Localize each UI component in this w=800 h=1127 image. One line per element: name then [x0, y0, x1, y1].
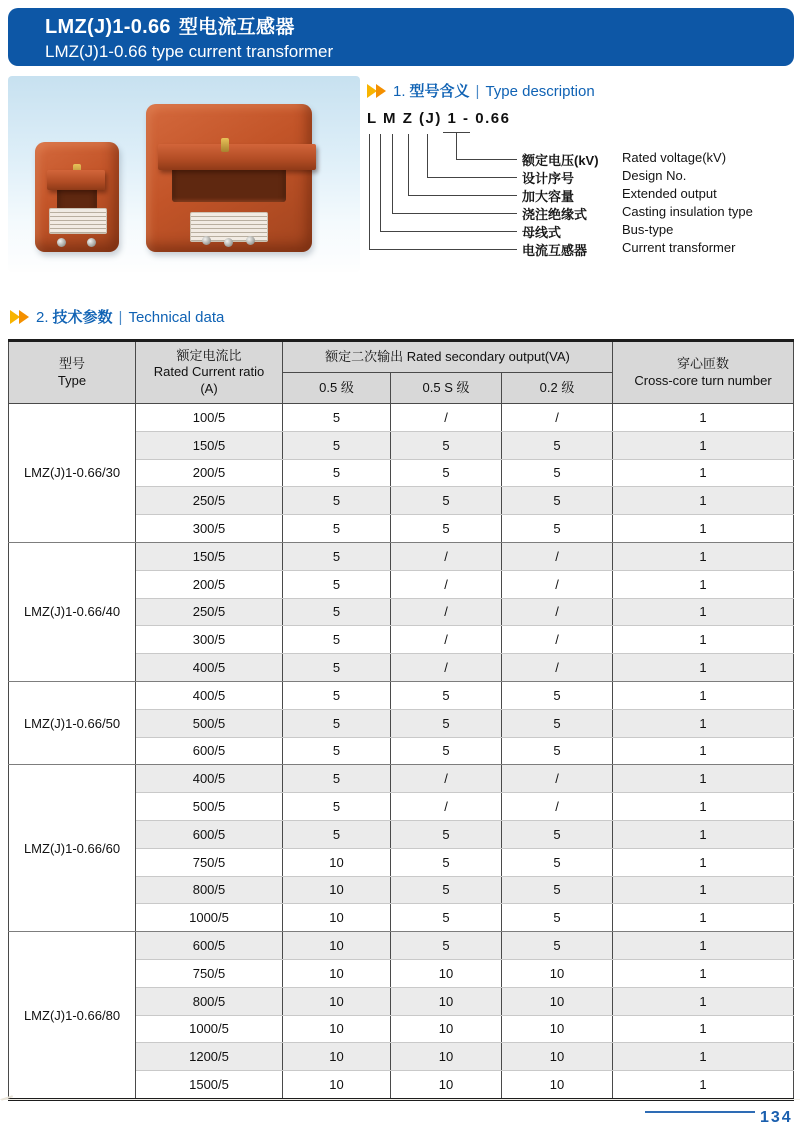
data-cell: / — [502, 626, 613, 654]
data-cell: 10 — [502, 1015, 613, 1043]
arrow-icon — [376, 84, 386, 98]
data-cell: / — [502, 404, 613, 432]
data-cell: 5 — [283, 737, 391, 765]
bus-bar — [158, 144, 316, 170]
page-title-bar — [8, 8, 794, 66]
data-cell: 5 — [283, 654, 391, 682]
title-zh-suffix: 型电流互感器 — [178, 17, 295, 38]
type-cell: LMZ(J)1-0.66/40 — [9, 542, 136, 681]
page-title-zh — [45, 15, 794, 40]
type-cell: LMZ(J)1-0.66/30 — [9, 404, 136, 543]
section-2-heading — [10, 306, 224, 327]
type-desc-row: 加大容量 Extended output — [522, 186, 717, 204]
terminal-icon — [87, 238, 96, 247]
data-cell: 1 — [613, 820, 794, 848]
data-cell: 5 — [502, 681, 613, 709]
data-cell: 10 — [283, 1043, 391, 1071]
data-cell: 1 — [613, 987, 794, 1015]
data-cell: 5 — [283, 793, 391, 821]
data-cell: / — [391, 765, 502, 793]
data-cell: 800/5 — [136, 876, 283, 904]
data-cell: 5 — [391, 876, 502, 904]
connector-line — [369, 134, 517, 250]
data-cell: 5 — [502, 848, 613, 876]
data-cell: 1 — [613, 459, 794, 487]
data-cell: 5 — [391, 820, 502, 848]
data-cell: 5 — [283, 820, 391, 848]
page-number: 134 — [760, 1109, 793, 1126]
data-cell: 5 — [283, 626, 391, 654]
data-cell: 1 — [613, 598, 794, 626]
data-cell: 1 — [613, 1015, 794, 1043]
data-cell: 10 — [283, 876, 391, 904]
data-cell: 150/5 — [136, 431, 283, 459]
data-cell: 10 — [502, 987, 613, 1015]
type-cell: LMZ(J)1-0.66/60 — [9, 765, 136, 932]
data-cell: 1 — [613, 681, 794, 709]
data-cell: 1 — [613, 709, 794, 737]
data-cell: 5 — [283, 570, 391, 598]
data-cell: 5 — [391, 932, 502, 960]
data-cell: 300/5 — [136, 515, 283, 543]
terminal-icon — [224, 238, 233, 247]
type-desc-row: 设计序号 Design No. — [522, 168, 687, 186]
technical-data-table — [8, 339, 794, 1101]
data-cell: 5 — [283, 598, 391, 626]
terminal-icon — [57, 238, 66, 247]
data-cell: 800/5 — [136, 987, 283, 1015]
table-row — [9, 681, 794, 709]
data-cell: 400/5 — [136, 654, 283, 682]
data-cell: 300/5 — [136, 626, 283, 654]
data-cell: 1 — [613, 793, 794, 821]
data-cell: 10 — [391, 959, 502, 987]
data-cell: 600/5 — [136, 820, 283, 848]
data-cell: / — [391, 542, 502, 570]
data-cell: / — [502, 765, 613, 793]
data-cell: 400/5 — [136, 681, 283, 709]
data-cell: / — [502, 793, 613, 821]
data-cell: 1 — [613, 654, 794, 682]
data-cell: 750/5 — [136, 848, 283, 876]
type-cell: LMZ(J)1-0.66/80 — [9, 932, 136, 1100]
data-cell: 500/5 — [136, 709, 283, 737]
data-cell: 200/5 — [136, 570, 283, 598]
data-cell: / — [391, 654, 502, 682]
data-cell: 5 — [502, 737, 613, 765]
data-cell: 5 — [502, 904, 613, 932]
col-header-ratio: 额定电流比 Rated Current ratio (A) — [136, 341, 283, 404]
col-header-class-05s: 0.5 S 级 — [391, 373, 502, 404]
table-row — [9, 542, 794, 570]
data-cell: / — [391, 793, 502, 821]
type-code: L M Z (J) 1 - 0.66 — [367, 110, 511, 127]
data-cell: 5 — [283, 765, 391, 793]
data-cell: 5 — [283, 487, 391, 515]
col-header-type: 型号 Type — [9, 341, 136, 404]
data-cell: 1 — [613, 876, 794, 904]
data-cell: / — [391, 626, 502, 654]
data-cell: 5 — [283, 459, 391, 487]
arrow-icon — [19, 310, 29, 324]
data-cell: 5 — [391, 487, 502, 515]
data-cell: 5 — [502, 487, 613, 515]
table-row — [9, 765, 794, 793]
data-cell: 500/5 — [136, 793, 283, 821]
data-cell: 1 — [613, 431, 794, 459]
data-cell: 10 — [391, 1071, 502, 1100]
data-cell: 5 — [502, 709, 613, 737]
data-cell: / — [502, 570, 613, 598]
data-cell: 5 — [283, 709, 391, 737]
data-cell: 10 — [283, 932, 391, 960]
data-cell: 10 — [391, 1043, 502, 1071]
data-cell: / — [391, 404, 502, 432]
data-cell: 5 — [502, 876, 613, 904]
type-cell: LMZ(J)1-0.66/50 — [9, 681, 136, 764]
data-cell: / — [502, 598, 613, 626]
type-desc-row: 母线式 Bus-type — [522, 222, 674, 240]
data-cell: 1200/5 — [136, 1043, 283, 1071]
data-cell: / — [502, 654, 613, 682]
data-cell: 10 — [283, 1071, 391, 1100]
col-header-class-02: 0.2 级 — [502, 373, 613, 404]
data-cell: 5 — [283, 515, 391, 543]
current-transformer-large — [146, 104, 312, 252]
data-cell: 5 — [391, 709, 502, 737]
data-cell: 5 — [391, 515, 502, 543]
data-cell: 5 — [283, 404, 391, 432]
data-cell: 10 — [283, 987, 391, 1015]
data-cell: 5 — [283, 431, 391, 459]
data-cell: 1 — [613, 848, 794, 876]
data-cell: 250/5 — [136, 487, 283, 515]
data-cell: 5 — [391, 681, 502, 709]
data-cell: 10 — [502, 959, 613, 987]
data-cell: 5 — [283, 681, 391, 709]
data-cell: 5 — [391, 848, 502, 876]
data-cell: 1 — [613, 1043, 794, 1071]
data-cell: / — [391, 570, 502, 598]
data-cell: 600/5 — [136, 932, 283, 960]
data-cell: 10 — [391, 1015, 502, 1043]
col-header-class-05: 0.5 级 — [283, 373, 391, 404]
product-photo-panel — [8, 76, 360, 272]
type-desc-row: 浇注绝缘式 Casting insulation type — [522, 204, 753, 222]
data-cell: 10 — [283, 959, 391, 987]
table-row — [9, 932, 794, 960]
bus-bar — [47, 170, 105, 190]
data-cell: / — [391, 598, 502, 626]
section-2-title: 2. 技术参数 | Technical data — [36, 309, 225, 326]
data-cell: 5 — [502, 431, 613, 459]
data-cell: 1 — [613, 404, 794, 432]
model-code: LMZ(J)1-0.66 — [45, 16, 171, 38]
data-cell: 1 — [613, 570, 794, 598]
data-cell: 5 — [391, 431, 502, 459]
page-title-en: LMZ(J)1-0.66 type current transformer — [45, 42, 334, 61]
data-cell: 1 — [613, 626, 794, 654]
data-cell: 200/5 — [136, 459, 283, 487]
data-cell: 10 — [283, 1015, 391, 1043]
data-cell: 600/5 — [136, 737, 283, 765]
table-row — [9, 404, 794, 432]
data-cell: 10 — [502, 1043, 613, 1071]
data-cell: 1000/5 — [136, 904, 283, 932]
terminal-icon — [246, 236, 255, 245]
data-cell: 10 — [391, 987, 502, 1015]
section-1-heading — [367, 80, 595, 101]
data-cell: 10 — [502, 1071, 613, 1100]
data-cell: 5 — [502, 459, 613, 487]
data-cell: 1 — [613, 515, 794, 543]
data-cell: 1 — [613, 959, 794, 987]
data-cell: 10 — [283, 848, 391, 876]
data-cell: / — [502, 542, 613, 570]
data-cell: 10 — [283, 904, 391, 932]
bus-window — [172, 160, 286, 202]
data-cell: 1 — [613, 932, 794, 960]
data-cell: 5 — [391, 737, 502, 765]
data-cell: 1 — [613, 1071, 794, 1100]
col-header-turns: 穿心匝数 Cross-core turn number — [613, 341, 794, 404]
data-cell: 1 — [613, 542, 794, 570]
data-cell: 5 — [391, 459, 502, 487]
current-transformer-small — [35, 142, 119, 252]
type-desc-row: 电流互感器 Current transformer — [522, 240, 736, 258]
data-cell: 5 — [502, 515, 613, 543]
col-header-secondary-output: 额定二次输出 Rated secondary output(VA) — [283, 341, 613, 373]
data-cell: 5 — [283, 542, 391, 570]
page-bottom-separator — [0, 1099, 800, 1100]
data-cell: 5 — [502, 820, 613, 848]
screw-icon — [221, 138, 229, 152]
data-cell: 1 — [613, 904, 794, 932]
footer-rule — [645, 1111, 755, 1113]
data-cell: 150/5 — [136, 542, 283, 570]
data-cell: 1 — [613, 765, 794, 793]
data-cell: 100/5 — [136, 404, 283, 432]
data-cell: 400/5 — [136, 765, 283, 793]
data-cell: 250/5 — [136, 598, 283, 626]
data-cell: 1000/5 — [136, 1015, 283, 1043]
data-cell: 5 — [391, 904, 502, 932]
data-cell: 1500/5 — [136, 1071, 283, 1100]
data-cell: 1 — [613, 487, 794, 515]
data-cell: 5 — [502, 932, 613, 960]
type-desc-row: 额定电压(kV) Rated voltage(kV) — [522, 150, 727, 168]
section-1-title: 1. 型号含义 | Type description — [393, 83, 595, 100]
rating-label — [49, 208, 107, 234]
terminal-icon — [202, 236, 211, 245]
data-cell: 1 — [613, 737, 794, 765]
data-cell: 750/5 — [136, 959, 283, 987]
